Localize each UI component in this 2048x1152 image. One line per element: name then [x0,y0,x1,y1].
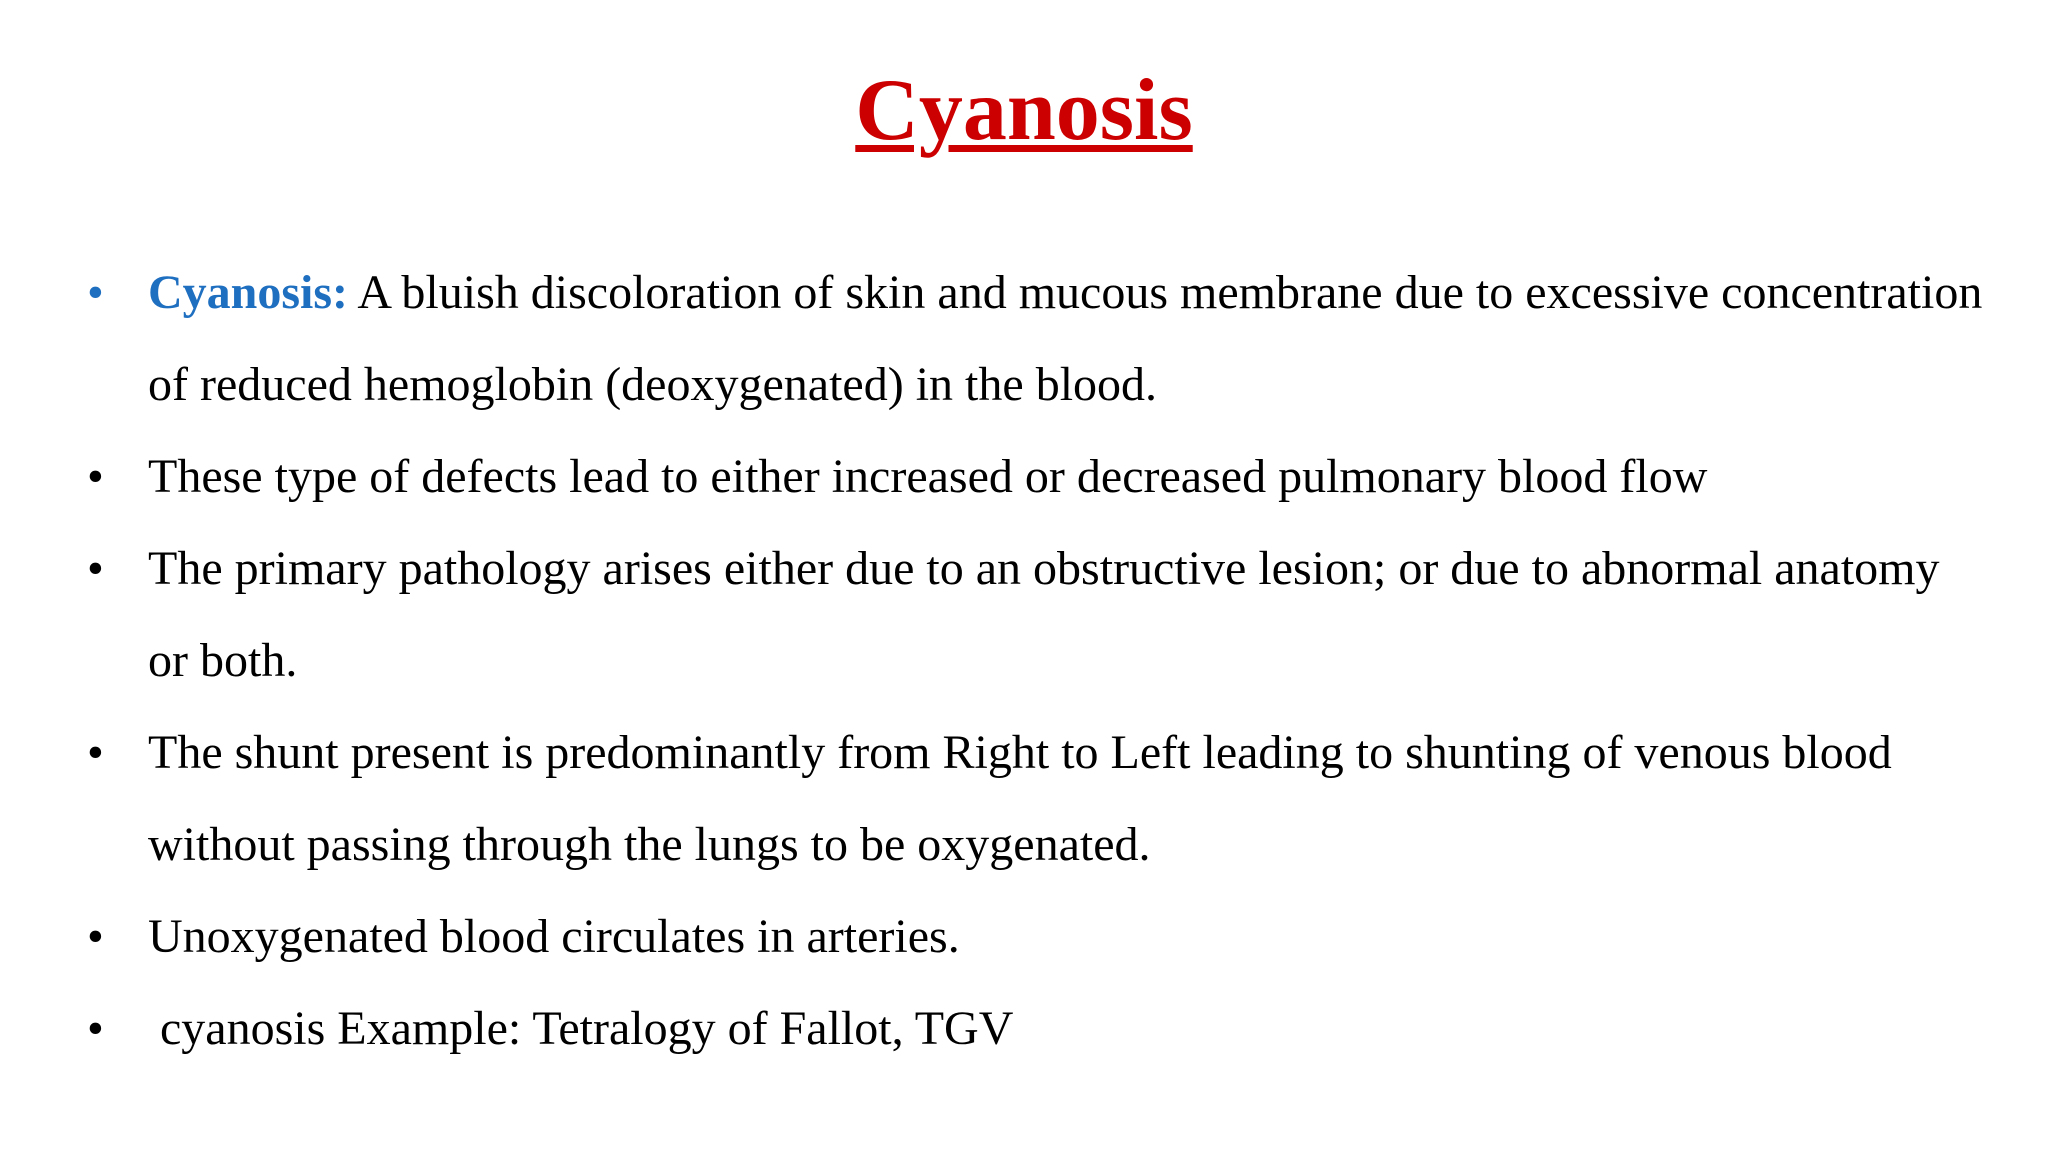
bullet-item-examples [0,983,2048,1075]
bullet-item-pathology [0,523,2048,707]
bullet-dot-icon: • [87,726,104,779]
bullet-dot-icon: • [87,450,104,503]
bullet-item-arteries [0,891,2048,983]
bullet-dot-icon: • [87,1002,104,1055]
bullet-term: Cyanosis: [148,266,349,319]
bullet-item-definition [0,247,2048,431]
bullet-item-blood-flow [0,431,2048,523]
bullet-item-shunt [0,707,2048,891]
bullet-text: The primary pathology arises either due to an obstructive lesion; or due to abnormal anatomy or both. [148,542,1940,687]
bullet-dot-icon: • [87,910,104,963]
bullet-dot-icon: • [87,266,104,319]
bullet-text: A bluish discoloration of skin and mucous membrane due to excessive concentration of reduced hemoglobin (deoxygenated) in the blood. [148,266,1983,411]
bullet-text: Unoxygenated blood circulates in arteries. [148,910,960,963]
bullet-dot-icon: • [87,542,104,595]
slide-title: Cyanosis [855,62,1193,159]
bullet-text: These type of defects lead to either increased or decreased pulmonary blood flow [148,450,1708,503]
bullet-text: The shunt present is predominantly from Right to Left leading to shunting of venous blood without passing through the lungs to be oxygenated. [148,726,1892,871]
bullet-text: cyanosis Example: Tetralogy of Fallot, TGV [148,1002,1014,1055]
bullet-list [0,247,2048,1075]
